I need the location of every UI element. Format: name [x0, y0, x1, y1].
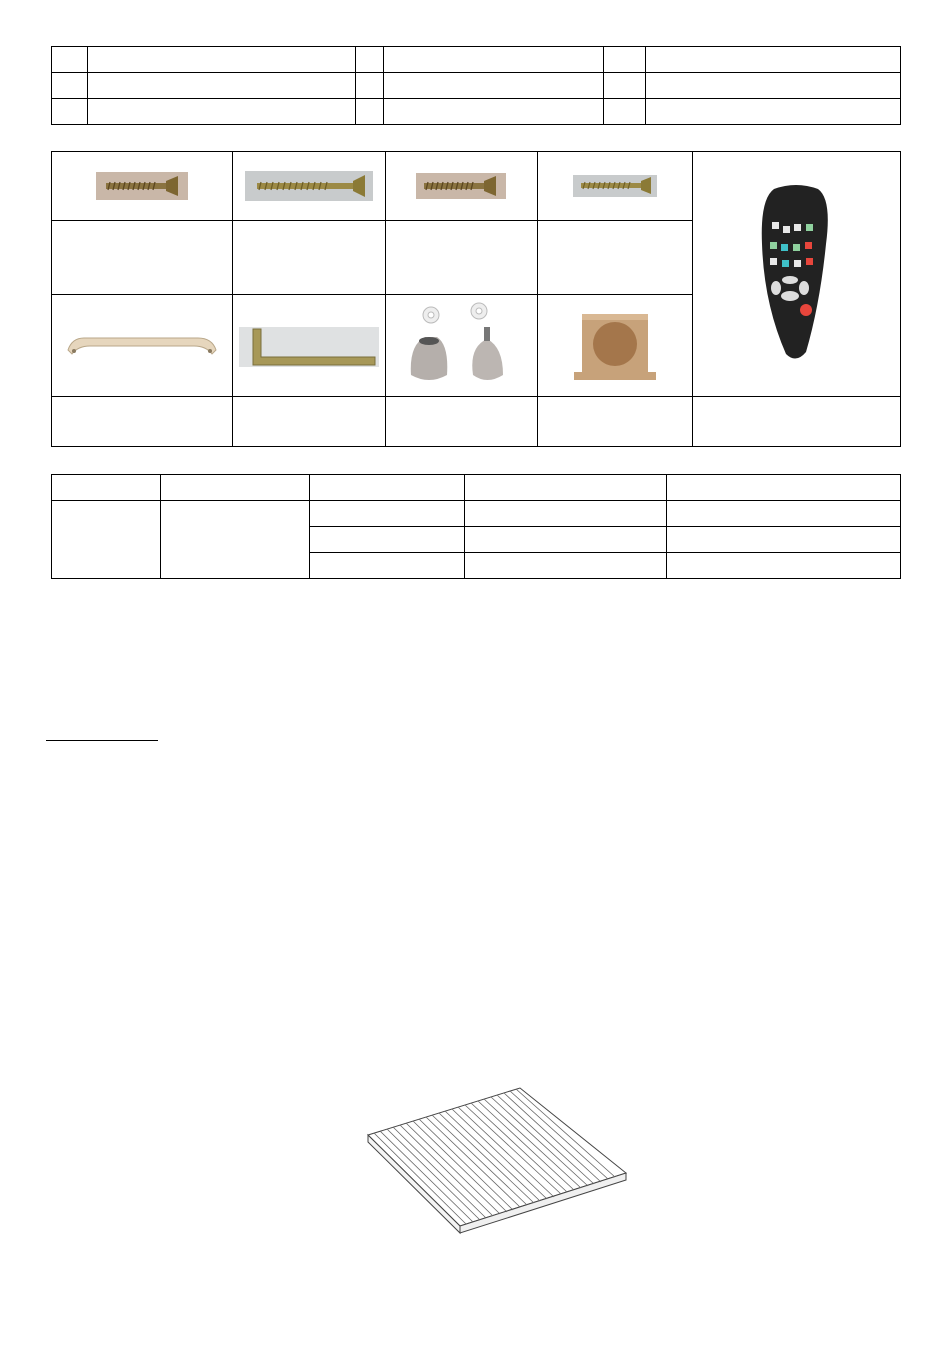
table-header-cell [160, 475, 309, 501]
hardware-table [51, 151, 901, 447]
table-cell [604, 99, 646, 125]
table-cell [667, 553, 901, 579]
table-cell [355, 73, 383, 99]
hardware-label [52, 397, 233, 447]
hardware-cell [232, 295, 385, 397]
hardware-cell [537, 152, 692, 221]
short-screw-icon [573, 175, 657, 197]
hardware-label [385, 221, 537, 295]
table-cell [383, 73, 604, 99]
table-cell [604, 47, 646, 73]
specs-table [51, 474, 901, 579]
table-cell [646, 99, 901, 125]
table-cell [52, 73, 88, 99]
table-row [52, 99, 901, 125]
remote-control-icon [756, 184, 836, 364]
hardware-label [537, 397, 692, 447]
table-row [52, 501, 901, 527]
grab-handle-icon [62, 326, 222, 366]
hardware-label [232, 397, 385, 447]
table-cell [667, 527, 901, 553]
table-cell [646, 73, 901, 99]
table-cell [309, 553, 465, 579]
table-cell [87, 47, 355, 73]
table-row [52, 397, 901, 447]
table-row [52, 47, 901, 73]
hardware-label [537, 221, 692, 295]
bench-illustration [360, 1085, 630, 1240]
table-cell [667, 501, 901, 527]
hardware-cell [52, 295, 233, 397]
hardware-label [52, 221, 233, 295]
table-header-cell [52, 475, 161, 501]
table-cell [309, 527, 465, 553]
table-cell [87, 99, 355, 125]
feet-with-washers-icon [391, 301, 531, 391]
slatted-bench-panel-icon [360, 1085, 630, 1235]
table-cell [646, 47, 901, 73]
hardware-label [385, 397, 537, 447]
table-cell [87, 73, 355, 99]
table-cell [52, 501, 161, 579]
table-cell [52, 99, 88, 125]
table-cell [604, 73, 646, 99]
table-cell [160, 501, 309, 579]
table-row [52, 475, 901, 501]
hardware-label [232, 221, 385, 295]
hardware-label [692, 397, 900, 447]
table-header-cell [465, 475, 667, 501]
table-cell [52, 47, 88, 73]
table-cell [465, 527, 667, 553]
table-cell [465, 501, 667, 527]
hardware-cell [385, 295, 537, 397]
screw-icon [416, 173, 506, 199]
table-cell [383, 99, 604, 125]
hardware-cell [232, 152, 385, 221]
screw-icon [96, 172, 188, 200]
table-row [52, 73, 901, 99]
table-cell [309, 501, 465, 527]
table-cell [355, 99, 383, 125]
hardware-cell [537, 295, 692, 397]
hardware-cell [692, 152, 900, 397]
parts-table [51, 46, 901, 125]
table-cell [465, 553, 667, 579]
hardware-cell [385, 152, 537, 221]
allen-key-icon [239, 323, 379, 369]
heading-underline [46, 740, 158, 741]
long-screw-icon [245, 171, 373, 201]
hardware-cell [52, 152, 233, 221]
table-cell [355, 47, 383, 73]
table-row [52, 152, 901, 221]
table-cell [383, 47, 604, 73]
table-header-cell [309, 475, 465, 501]
table-header-cell [667, 475, 901, 501]
mount-bracket-icon [570, 306, 660, 386]
